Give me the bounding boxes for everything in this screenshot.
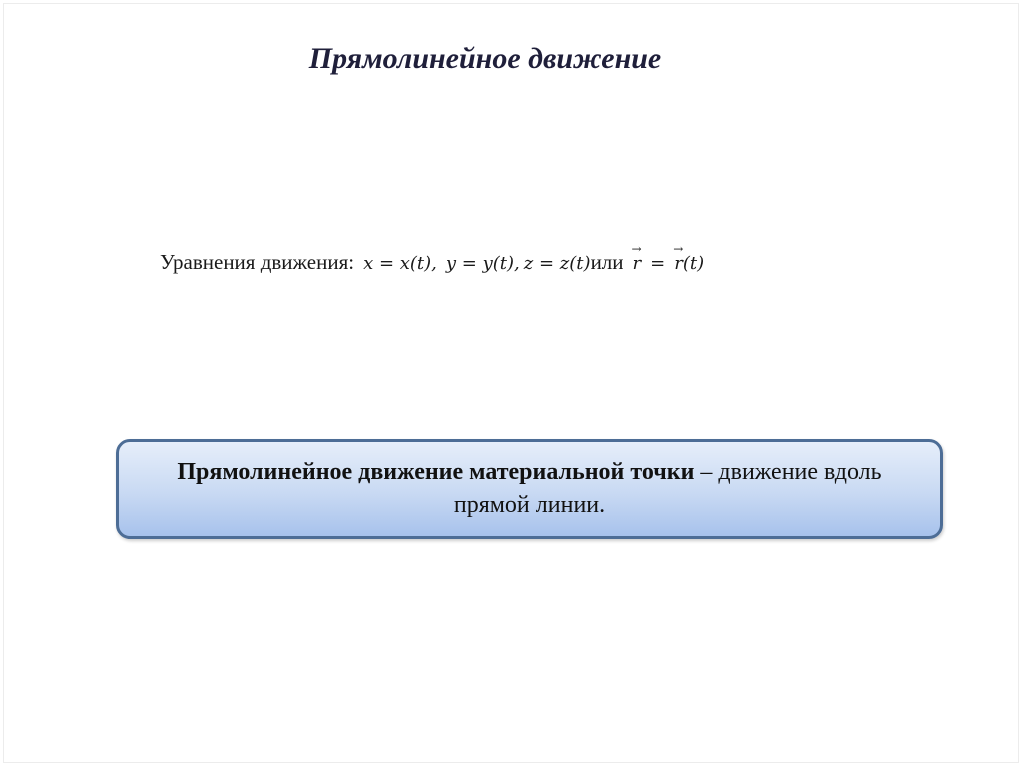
slide-title: Прямолинейное движение — [308, 42, 662, 75]
equation-equals: = — [650, 253, 666, 274]
equation-z: z = z(t) — [523, 253, 591, 274]
equation-label: Уравнения движения: — [160, 250, 355, 274]
equation-or-word: или — [590, 250, 624, 274]
equation-r-argument: (t) — [682, 253, 705, 274]
definition-box — [116, 439, 943, 539]
equations-of-motion — [160, 250, 704, 275]
equation-y: y = y(t), — [445, 253, 520, 274]
vector-r-of-t: → r — [674, 253, 683, 274]
equation-x: x = x(t), — [363, 253, 437, 274]
vector-r: → r — [633, 253, 642, 274]
slide-frame — [3, 3, 1019, 763]
definition-text — [140, 456, 920, 522]
definition-body: – движение вдоль прямой линии. — [453, 459, 882, 518]
definition-term: Прямолинейное движение материальной точки — [177, 459, 695, 485]
